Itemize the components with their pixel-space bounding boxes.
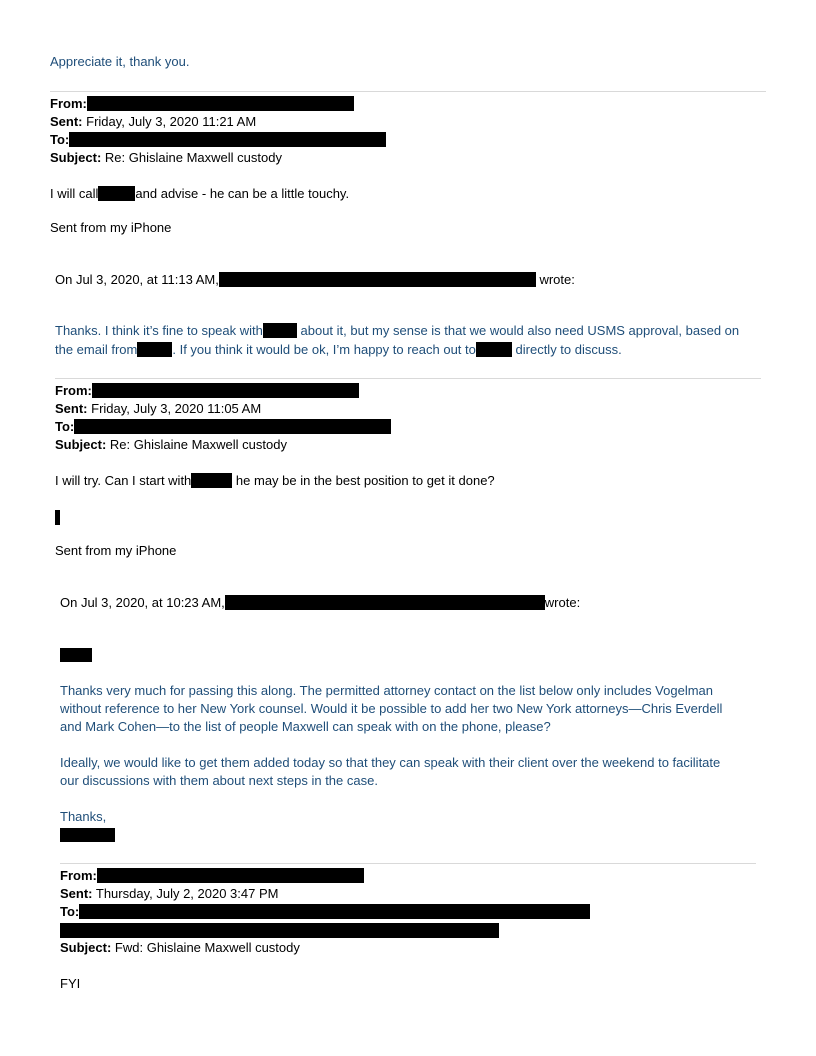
redaction bbox=[225, 595, 545, 610]
header-subject: Subject: Fwd: Ghislaine Maxwell custody bbox=[60, 940, 300, 955]
message-body: our discussions with them about next steps in the case. bbox=[60, 773, 378, 788]
redaction bbox=[69, 132, 386, 147]
header-to: To: bbox=[55, 418, 391, 436]
closing: Thanks, bbox=[60, 809, 107, 824]
header-from: From: bbox=[50, 95, 354, 113]
redaction bbox=[219, 272, 536, 287]
message-body: I will call and advise - he can be a little touchy. bbox=[50, 186, 350, 201]
redaction bbox=[137, 342, 172, 357]
header-to: To: bbox=[60, 903, 590, 921]
header-to: To: bbox=[50, 131, 386, 149]
message-body: without reference to her New York counsel. Would it be possible to add her two New York attorneys—Chris Everdell bbox=[60, 701, 723, 716]
redaction bbox=[263, 323, 297, 338]
redaction bbox=[60, 828, 115, 842]
redaction bbox=[60, 923, 499, 938]
message-body: Ideally, we would like to get them added today so that they can speak with their client over the weekend to facilitate bbox=[60, 755, 721, 770]
message-body: Thanks. I think it’s fine to speak with about it, but my sense is that we would also need USMS approval, based on bbox=[55, 323, 740, 338]
message-body: the email from . If you think it would be ok, I’m happy to reach out to directly to discuss. bbox=[55, 342, 622, 357]
header-from: From: bbox=[60, 867, 364, 885]
redaction bbox=[87, 96, 354, 111]
message-body: Thanks very much for passing this along. The permitted attorney contact on the list below only includes Vogelman bbox=[60, 683, 714, 698]
redaction bbox=[55, 510, 60, 525]
redaction bbox=[74, 419, 391, 434]
header-subject: Subject: Re: Ghislaine Maxwell custody bbox=[55, 437, 287, 452]
header-sent: Sent: Friday, July 3, 2020 11:05 AM bbox=[55, 401, 262, 416]
redaction bbox=[191, 473, 232, 488]
header-sent: Sent: Friday, July 3, 2020 11:21 AM bbox=[50, 114, 257, 129]
redaction bbox=[97, 868, 364, 883]
signature: Sent from my iPhone bbox=[50, 220, 172, 235]
redaction bbox=[92, 383, 359, 398]
header-sent: Sent: Thursday, July 2, 2020 3:47 PM bbox=[60, 886, 279, 901]
reply-text: Appreciate it, thank you. bbox=[50, 54, 190, 69]
redaction bbox=[98, 186, 135, 201]
divider bbox=[50, 91, 766, 92]
signature: Sent from my iPhone bbox=[55, 543, 177, 558]
header-from: From: bbox=[55, 382, 359, 400]
message-body: I will try. Can I start with he may be in the best position to get it done? bbox=[55, 473, 495, 488]
redaction bbox=[476, 342, 512, 357]
divider bbox=[55, 378, 761, 379]
message-body: FYI bbox=[60, 976, 81, 991]
header-subject: Subject: Re: Ghislaine Maxwell custody bbox=[50, 150, 282, 165]
quote-attribution: On Jul 3, 2020, at 11:13 AM, wrote: bbox=[55, 272, 575, 287]
redaction bbox=[79, 904, 590, 919]
redaction bbox=[60, 648, 92, 662]
quote-attribution: On Jul 3, 2020, at 10:23 AM, wrote: bbox=[60, 595, 581, 610]
message-body: and Mark Cohen—to the list of people Maxwell can speak with on the phone, please? bbox=[60, 719, 551, 734]
divider bbox=[60, 863, 756, 864]
